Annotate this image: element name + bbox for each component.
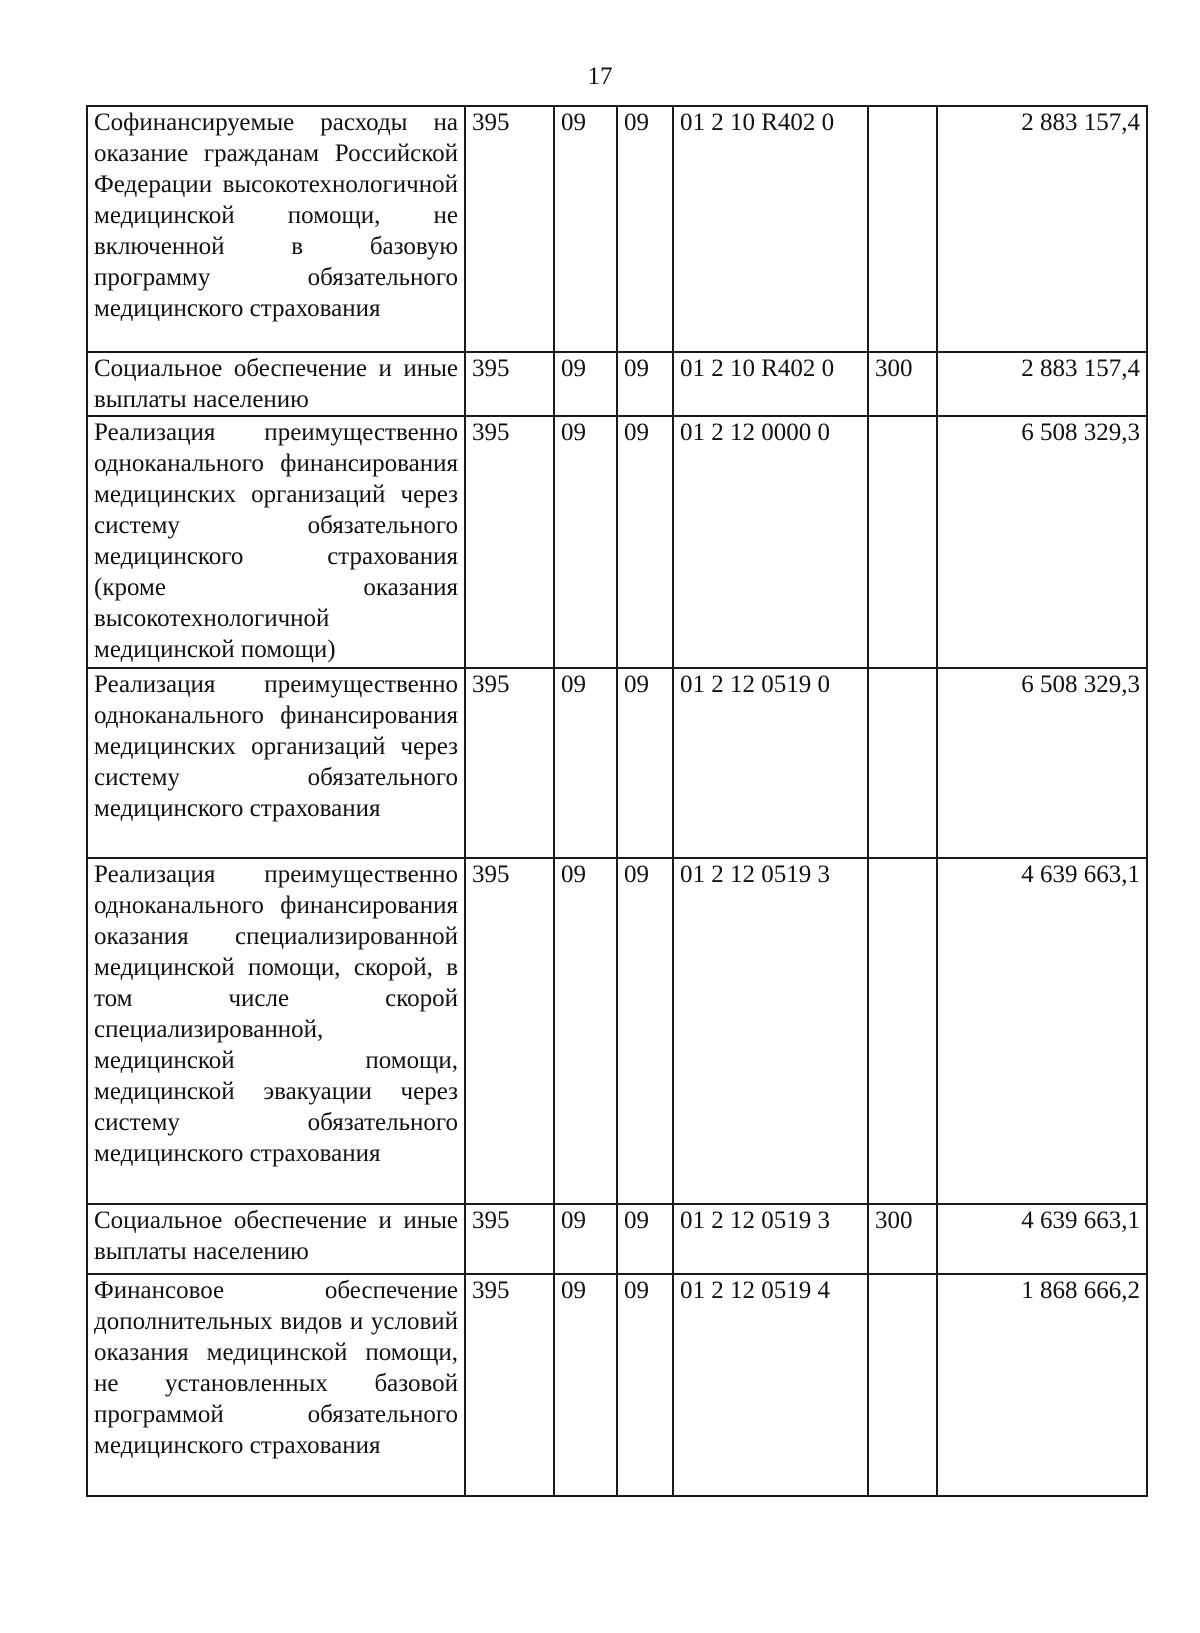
target-article-code: 01 2 12 0000 0	[673, 416, 868, 668]
table-row	[87, 352, 1147, 416]
table-row	[87, 668, 1147, 858]
amount: 1 868 666,2	[937, 1274, 1147, 1496]
target-article-code: 01 2 12 0519 3	[673, 858, 868, 1204]
amount: 4 639 663,1	[937, 1204, 1147, 1274]
target-article-code: 01 2 10 R402 0	[673, 106, 868, 352]
target-article-code: 01 2 12 0519 3	[673, 1204, 868, 1274]
subsection-code: 09	[617, 668, 673, 858]
row-description: Финансовое обеспечение дополнительных видов и условий оказания медицинской помощи, не установленных базовой программой обязательного медицинского страхования	[87, 1274, 465, 1496]
ministry-code: 395	[465, 1274, 554, 1496]
row-description: Реализация преимущественно одноканального финансирования медицинских организаций через систему обязательного медицинского страхования	[87, 668, 465, 858]
amount: 2 883 157,4	[937, 352, 1147, 416]
amount: 2 883 157,4	[937, 106, 1147, 352]
section-code: 09	[554, 1204, 617, 1274]
section-code: 09	[554, 416, 617, 668]
ministry-code: 395	[465, 106, 554, 352]
expense-type-code: 300	[868, 352, 937, 416]
row-description: Реализация преимущественно одноканального финансирования оказания специализированной медицинской помощи, скорой, в том числе скорой специализированной, медицинской помощи, медицинской эвакуации через систему обязательного медицинского страхования	[87, 858, 465, 1204]
expense-type-code: 300	[868, 1204, 937, 1274]
section-code: 09	[554, 106, 617, 352]
row-description: Социальное обеспечение и иные выплаты населению	[87, 352, 465, 416]
row-description: Софинансируемые расходы на оказание гражданам Российской Федерации высокотехнологичной медицинской помощи, не включенной в базовую программу обязательного медицинского страхования	[87, 106, 465, 352]
subsection-code: 09	[617, 1204, 673, 1274]
ministry-code: 395	[465, 352, 554, 416]
section-code: 09	[554, 668, 617, 858]
ministry-code: 395	[465, 858, 554, 1204]
expense-type-code	[868, 106, 937, 352]
subsection-code: 09	[617, 858, 673, 1204]
section-code: 09	[554, 858, 617, 1204]
table-row	[87, 416, 1147, 668]
row-description: Социальное обеспечение и иные выплаты населению	[87, 1204, 465, 1274]
table-row	[87, 1204, 1147, 1274]
amount: 6 508 329,3	[937, 416, 1147, 668]
amount: 4 639 663,1	[937, 858, 1147, 1204]
ministry-code: 395	[465, 668, 554, 858]
expense-type-code	[868, 416, 937, 668]
target-article-code: 01 2 12 0519 0	[673, 668, 868, 858]
table-row	[87, 106, 1147, 352]
subsection-code: 09	[617, 1274, 673, 1496]
table-row	[87, 1274, 1147, 1496]
expense-type-code	[868, 1274, 937, 1496]
subsection-code: 09	[617, 352, 673, 416]
ministry-code: 395	[465, 1204, 554, 1274]
amount: 6 508 329,3	[937, 668, 1147, 858]
ministry-code: 395	[465, 416, 554, 668]
table-row	[87, 858, 1147, 1204]
target-article-code: 01 2 10 R402 0	[673, 352, 868, 416]
expense-type-code	[868, 858, 937, 1204]
page-number: 17	[587, 63, 613, 90]
subsection-code: 09	[617, 106, 673, 352]
budget-table	[86, 105, 1148, 1497]
section-code: 09	[554, 352, 617, 416]
section-code: 09	[554, 1274, 617, 1496]
expense-type-code	[868, 668, 937, 858]
row-description: Реализация преимущественно одноканального финансирования медицинских организаций через систему обязательного медицинского страхования (кроме оказания высокотехнологичной медицинской помощи)	[87, 416, 465, 668]
subsection-code: 09	[617, 416, 673, 668]
target-article-code: 01 2 12 0519 4	[673, 1274, 868, 1496]
